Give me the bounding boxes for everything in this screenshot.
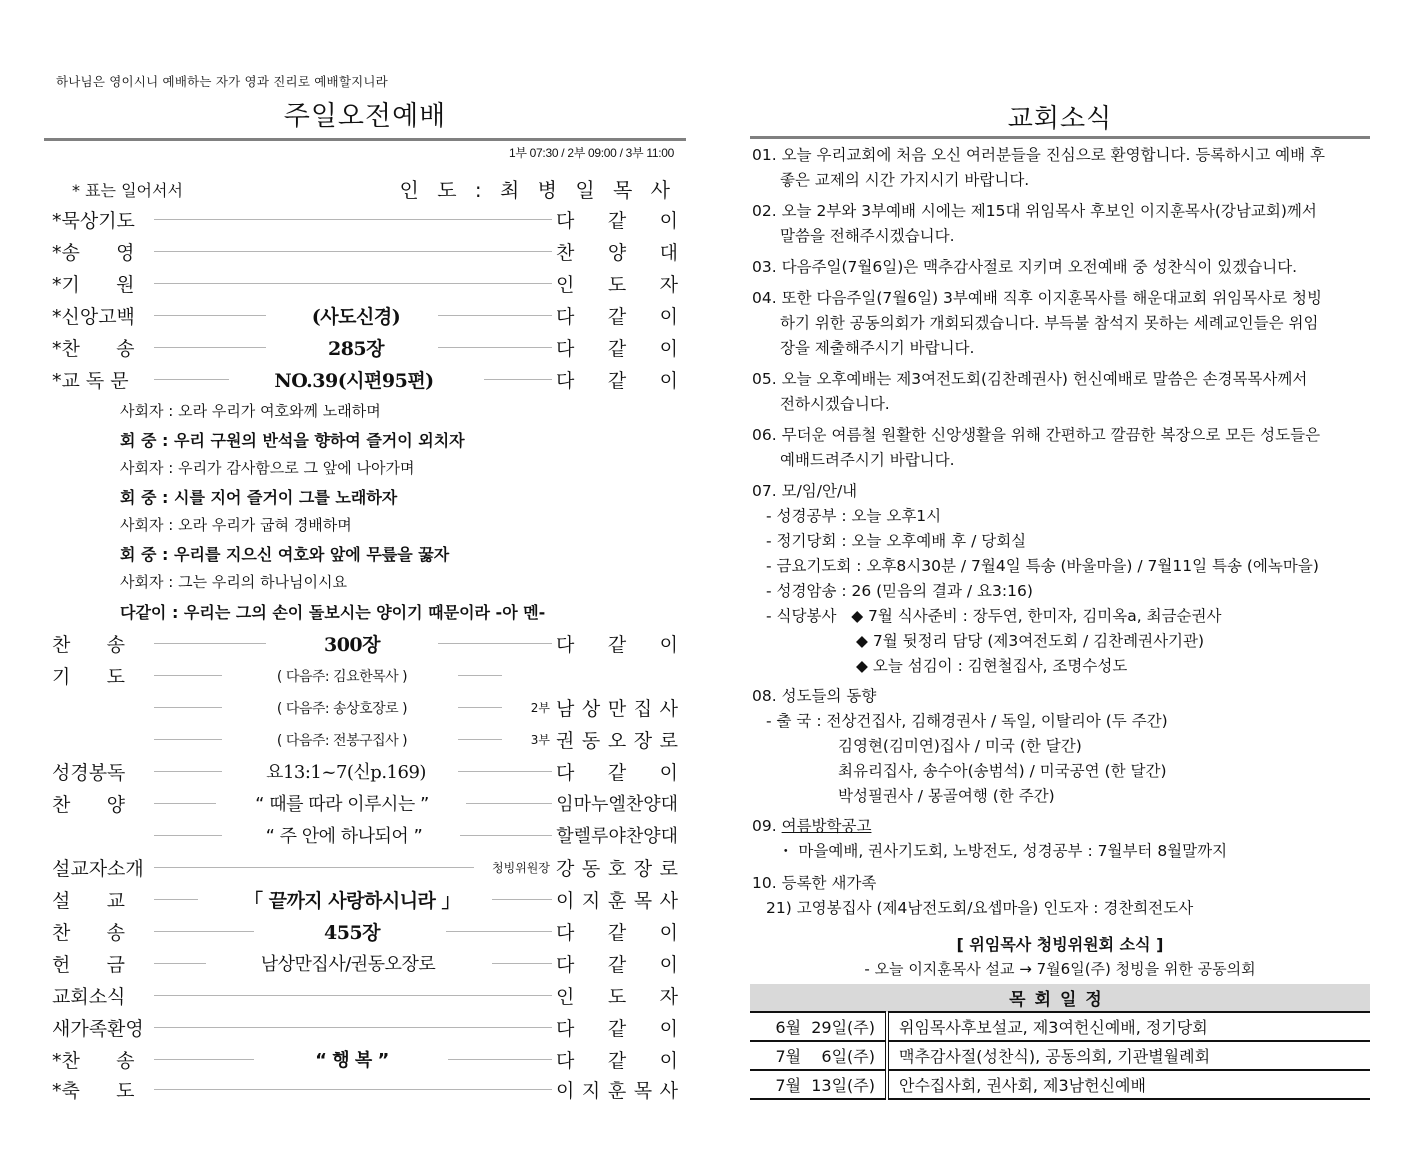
- order-participant: 3부 권 동 오 장 로: [530, 730, 678, 752]
- leader-line: [154, 283, 552, 284]
- sermon-title: 「 끝까지 사랑하시니라 」: [243, 890, 461, 912]
- order-participant: 이 지 훈 목 사: [556, 1080, 678, 1102]
- order-participant: 다 같 이: [556, 634, 678, 656]
- order-label: 설교자소개: [52, 858, 144, 880]
- order-item: [52, 302, 678, 328]
- leader-line: [154, 1089, 552, 1090]
- order-item: [52, 950, 678, 976]
- responsive-line: 회 중 : 시를 지어 즐거이 그를 노래하자: [120, 488, 398, 507]
- responsive-line: 회 중 : 우리를 지으신 여호와 앞에 무릎을 꿇자: [120, 545, 450, 564]
- leader-line: [448, 1059, 552, 1060]
- news-item-09-summer: 09. 여름방학공고 ・ 마을예배, 권사기도회, 노방전도, 성경공부 : 7월부터 8월말까지: [752, 817, 1228, 860]
- order-participant: 할렐루야찬양대: [556, 826, 678, 847]
- order-content: 285장: [327, 338, 385, 360]
- order-participant: 다 같 이: [556, 338, 678, 360]
- order-participant: 다 같 이: [556, 370, 678, 392]
- leader-line: [458, 739, 502, 740]
- order-content: ( 다음주: 김요한목사 ): [276, 669, 408, 685]
- responsive-line: 사회자 : 우리가 감사함으로 그 앞에 나아가며: [120, 459, 415, 477]
- leader-line: [154, 803, 216, 804]
- order-label: 찬 송: [52, 922, 125, 944]
- leader-line: [154, 1059, 254, 1060]
- table-row: [750, 1041, 1370, 1070]
- schedule-desc: 안수집사회, 권사회, 제3남헌신예배: [887, 1070, 1370, 1099]
- order-label: 새가족환영: [52, 1018, 144, 1040]
- leader-line: [492, 963, 552, 964]
- news-title-divider: [750, 136, 1370, 139]
- order-item: [52, 206, 678, 232]
- order-participant: 다 같 이: [556, 1050, 678, 1072]
- order-item: [52, 694, 678, 720]
- motto: 하나님은 영이시니 예배하는 자가 영과 진리로 예배할지니라: [56, 74, 388, 89]
- leader-line: [466, 803, 552, 804]
- order-participant: 인 도 자: [556, 986, 678, 1008]
- order-participant: 찬 양 대: [556, 242, 678, 264]
- responsive-line: 사회자 : 오라 우리가 굽혀 경배하며: [120, 516, 352, 534]
- order-label: 찬 양: [52, 794, 125, 816]
- order-item: [52, 238, 678, 264]
- leader-line: [458, 675, 502, 676]
- leader-line: [154, 995, 552, 996]
- leader-line: [154, 379, 229, 380]
- ministry-schedule-table: [750, 984, 1370, 1100]
- order-label: 찬 송: [52, 634, 125, 656]
- order-label: *교 독 문: [52, 370, 129, 392]
- order-content: NO.39(시편95편): [274, 370, 434, 392]
- schedule-desc: 맥추감사절(성찬식), 공동의회, 기관별월례회: [887, 1041, 1370, 1070]
- order-participant: 이 지 훈 목 사: [556, 890, 678, 912]
- order-participant: 다 같 이: [556, 954, 678, 976]
- responsive-line: 다같이 : 우리는 그의 손이 돌보시는 양이기 때문이라 -아 멘-: [120, 603, 546, 622]
- order-content: “ 때를 따라 이루시는 ”: [255, 794, 429, 815]
- news-item-06: 06. 무더운 여름철 원활한 신앙생활을 위해 간편하고 깔끔한 복장으로 모든 성도들은 예배드려주시기 바랍니다.: [752, 426, 1321, 469]
- order-label: *송 영: [52, 242, 135, 264]
- schedule-date: 7월 13일(주): [750, 1070, 887, 1099]
- order-label: *축 도: [52, 1080, 135, 1102]
- order-item: [52, 726, 678, 752]
- order-participant: 다 같 이: [556, 762, 678, 784]
- schedule-header: 목회일정: [750, 984, 1370, 1012]
- order-item: [52, 334, 678, 360]
- leader-line: [154, 707, 222, 708]
- order-item: [52, 1046, 678, 1072]
- leader-line: [438, 315, 552, 316]
- leader-line: [154, 675, 222, 676]
- order-participant: 2부 남 상 만 집 사: [530, 698, 678, 720]
- responsive-line: 사회자 : 오라 우리가 여호와께 노래하며: [120, 402, 381, 420]
- committee-notice-heading: [ 위임목사 청빙위원회 소식 ]: [956, 935, 1164, 954]
- order-item: [52, 886, 678, 912]
- leader-line: [154, 771, 222, 772]
- leader-line: [492, 899, 552, 900]
- table-row: [750, 1070, 1370, 1099]
- leader-line: [438, 643, 552, 644]
- order-item: [52, 366, 678, 392]
- leader-line: [154, 643, 266, 644]
- order-item: [52, 1076, 678, 1102]
- leader-line: [438, 347, 552, 348]
- order-label: 헌 금: [52, 954, 125, 976]
- order-label: *기 원: [52, 274, 135, 296]
- order-label: 설 교: [52, 890, 125, 912]
- order-participant: 다 같 이: [556, 1018, 678, 1040]
- order-item: [52, 758, 678, 784]
- leader-line: [154, 899, 198, 900]
- news-item-04: 04. 또한 다음주일(7월6일) 3부예배 직후 이지훈목사를 해운대교회 위임목사로 청빙 하기 위한 공동의회가 개회되겠습니다. 부득불 참석지 못하는 세례교인들은 위임 장을 제출해주시기 바랍니다.: [752, 289, 1322, 357]
- standing-note: * 표는 일어서서: [72, 181, 183, 200]
- order-item: [52, 790, 678, 816]
- leader-line: [154, 931, 254, 932]
- order-content: ( 다음주: 전봉구집사 ): [276, 733, 408, 749]
- order-content: (사도신경): [311, 306, 401, 328]
- order-participant: 임마누엘찬양대: [556, 794, 678, 815]
- leader-line: [154, 963, 206, 964]
- leader-line: [154, 1027, 552, 1028]
- title-divider: [44, 138, 686, 141]
- news-item-03: 03. 다음주일(7월6일)은 맥추감사절로 지키며 오전예배 중 성찬식이 있겠습니다.: [752, 258, 1298, 276]
- worship-leader: 인 도 : 최 병 일 목 사: [399, 178, 676, 202]
- table-row: [750, 1012, 1370, 1041]
- order-participant: 다 같 이: [556, 306, 678, 328]
- order-item: [52, 1014, 678, 1040]
- order-content: 300장: [323, 634, 381, 656]
- order-label: 성경봉독: [52, 762, 126, 784]
- order-content: 455장: [323, 922, 381, 944]
- schedule-desc: 위임목사후보설교, 제3여헌신예배, 정기당회: [887, 1012, 1370, 1041]
- leader-line: [458, 707, 502, 708]
- news-item-08-members: 08. 성도들의 동향 - 출 국 : 전상건집사, 김해경권사 / 독일, 이탈리아 (두 주간) 김영현(김미연)집사 / 미국 (한 달간) 최유리집사, 송수아(송범석) / 미국공연 (한 달간) 박성필권사 / 몽골여행 (한 주간): [752, 687, 1168, 805]
- news-item-01: 01. 오늘 우리교회에 처음 오신 여러분들을 진심으로 환영합니다. 등록하시고 예배 후 좋은 교제의 시간 가지시기 바랍니다.: [752, 146, 1325, 189]
- news-item-02: 02. 오늘 2부와 3부예배 시에는 제15대 위임목사 후보인 이지훈목사(강남교회)께서 말씀을 전해주시겠습니다.: [752, 202, 1317, 245]
- order-participant: 청빙위원장 강 동 호 장 로: [492, 858, 678, 880]
- order-content: 요13:1~7(신p.169): [266, 762, 426, 783]
- leader-line: [446, 931, 552, 932]
- order-item: [52, 854, 678, 880]
- news-item-10-new-family: 10. 등록한 새가족 21) 고영봉집사 (제4남전도회/요셉마을) 인도자 : 경찬희전도사: [752, 874, 1194, 917]
- order-content: ( 다음주: 송상호장로 ): [276, 701, 408, 717]
- service-times: 1부 07:30 / 2부 09:00 / 3부 11:00: [508, 146, 674, 160]
- schedule-date: 6월 29일(주): [750, 1012, 887, 1041]
- order-item: [52, 270, 678, 296]
- news-item-07-meetings: 07. 모/임/안/내 - 성경공부 : 오늘 오후1시 - 정기당회 : 오늘 오후예배 후 / 당회실 - 금요기도회 : 오후8시30분 / 7월4일 특송 (바울마을) / 7월11일 특송 (에녹마을) - 성경암송 : 26 (믿음의 결과 / 요3:16) - 식당봉사 ◆ 7월 식사준비 : 장두연, 한미자, 김미옥a, 최금순권사 ◆ 7월 뒷정리 담당 (제3여전도회 / 김찬례권사기관) ◆ 오늘 섬김이 : 김현철집사, 조명수성도: [752, 482, 1319, 675]
- order-participant: 다 같 이: [556, 210, 678, 232]
- order-participant: 인 도 자: [556, 274, 678, 296]
- schedule-date: 7월 6일(주): [750, 1041, 887, 1070]
- leader-line: [458, 771, 552, 772]
- committee-notice-text: - 오늘 이지훈목사 설교 → 7월6일(주) 청빙을 위한 공동의회: [864, 960, 1256, 978]
- news-title: 교회소식: [1007, 104, 1113, 134]
- leader-line: [154, 347, 266, 348]
- responsive-line: 회 중 : 우리 구원의 반석을 향하여 즐거이 외치자: [120, 431, 465, 450]
- order-item: [52, 630, 678, 656]
- leader-line: [154, 219, 552, 220]
- order-content: 남상만집사/권동오장로: [260, 954, 436, 975]
- order-item: [52, 982, 678, 1008]
- order-label: *신앙고백: [52, 306, 135, 328]
- responsive-line: 사회자 : 그는 우리의 하나님이시요: [120, 573, 348, 591]
- leader-line: [154, 867, 474, 868]
- order-item: [52, 822, 678, 848]
- order-participant: 다 같 이: [556, 922, 678, 944]
- leader-line: [154, 739, 222, 740]
- leader-line: [460, 835, 552, 836]
- news-item-05: 05. 오늘 오후예배는 제3여전도회(김찬례권사) 헌신예배로 말씀은 손경목목사께서 전하시겠습니다.: [752, 370, 1308, 413]
- order-label: 교회소식: [52, 986, 126, 1008]
- order-label: *묵상기도: [52, 210, 135, 232]
- leader-line: [154, 835, 222, 836]
- order-label: 기 도: [52, 666, 125, 688]
- order-content: “ 행 복 ”: [315, 1050, 389, 1071]
- order-item: [52, 662, 678, 688]
- order-content: “ 주 안에 하나되어 ”: [265, 826, 423, 847]
- order-item: [52, 918, 678, 944]
- leader-line: [154, 315, 266, 316]
- leader-line: [154, 251, 552, 252]
- order-label: *찬 송: [52, 338, 135, 360]
- leader-line: [484, 379, 552, 380]
- order-label: *찬 송: [52, 1050, 135, 1072]
- page-title: 주일오전예배: [283, 101, 447, 132]
